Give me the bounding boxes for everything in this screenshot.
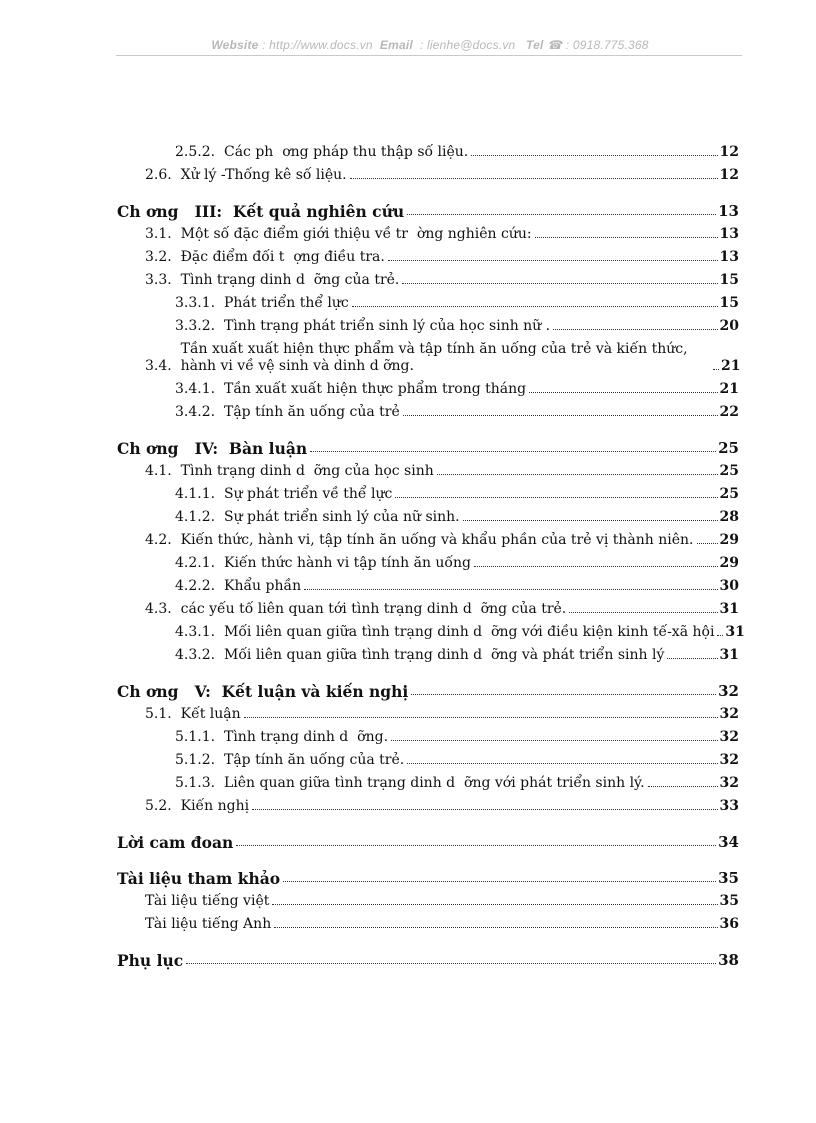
tel-value: : 0918.775.368 [565, 38, 649, 52]
toc-page-number: 21 [721, 358, 741, 374]
toc-leader-dots [252, 809, 717, 810]
toc-leader-dots [411, 694, 716, 695]
toc-leader-dots [236, 845, 716, 846]
toc-leader-dots [402, 283, 717, 284]
toc-entry[interactable] [117, 457, 739, 480]
toc-entry[interactable] [117, 335, 739, 375]
toc-leader-dots [388, 260, 718, 261]
toc-entry-number: 4.3. [145, 601, 181, 617]
toc-page-number: 31 [719, 647, 739, 663]
toc-entry-number: 3.1. [145, 226, 181, 242]
toc-entry[interactable] [117, 572, 739, 595]
toc-entry-title: Bàn luận [228, 439, 308, 458]
toc-leader-dots [474, 566, 718, 567]
toc-entry[interactable] [117, 503, 739, 526]
toc-page-number: 32 [719, 706, 739, 722]
toc-entry-number: 3.3. [145, 272, 181, 288]
toc-entry-number: 4.3.2. [175, 647, 224, 663]
toc-entry-title: các yếu tố liên quan tới tình trạng dinh d ỡng của trẻ. [180, 601, 567, 617]
toc-page-number: 25 [719, 463, 739, 479]
toc-chapter-entry[interactable] [117, 433, 739, 457]
toc-page-number: 31 [725, 624, 745, 640]
toc-page-number: 15 [719, 272, 739, 288]
toc-entry[interactable] [117, 220, 739, 243]
email-value[interactable]: : lienhe@docs.vn [419, 38, 516, 52]
toc-page-number: 38 [718, 951, 739, 969]
toc-page-number: 30 [719, 578, 739, 594]
toc-leader-dots [391, 740, 717, 741]
toc-entry-number: 4.2.2. [175, 578, 224, 594]
toc-entry[interactable] [117, 138, 739, 161]
toc-entry[interactable] [117, 700, 739, 723]
toc-leader-dots [274, 927, 717, 928]
toc-leader-dots [697, 543, 718, 544]
toc-page-number: 15 [719, 295, 739, 311]
toc-entry[interactable] [117, 161, 739, 184]
toc-entry[interactable] [117, 746, 739, 769]
toc-leader-dots [667, 658, 717, 659]
toc-entry-title: Lời cam đoan [117, 833, 234, 852]
toc-entry-title: Tập tính ăn uống của trẻ [223, 404, 400, 420]
toc-entry-title: Khẩu phần [223, 578, 302, 594]
toc-entry-title: Kết quả nghiên cứu [232, 202, 405, 221]
toc-leader-dots [407, 214, 716, 215]
toc-leader-dots [352, 306, 718, 307]
toc-chapter-entry[interactable] [117, 196, 739, 220]
phone-icon: ☎ [547, 38, 563, 52]
toc-entry-title: Mối liên quan giữa tình trạng dinh d ỡng với điều kiện kinh tế-xã hội [223, 624, 715, 640]
page-header [118, 38, 742, 52]
toc-entry[interactable] [117, 723, 739, 746]
toc-entry-number: 4.1. [145, 463, 181, 479]
toc-leader-dots [304, 589, 717, 590]
table-of-contents [117, 138, 745, 970]
toc-leader-dots [283, 881, 716, 882]
toc-leader-dots [310, 451, 716, 452]
toc-page-number: 35 [718, 869, 739, 887]
toc-entry[interactable] [117, 792, 739, 815]
toc-page-number: 32 [719, 752, 739, 768]
toc-entry-number: Ch ơng III: [117, 202, 233, 221]
toc-leader-dots [437, 474, 718, 475]
toc-page-number: 22 [719, 404, 739, 420]
toc-entry-title: Sự phát triển về thể lực [223, 486, 393, 502]
toc-entry[interactable] [117, 480, 739, 503]
toc-entry-title: Kết luận [180, 706, 241, 722]
toc-entry-title: Sự phát triển sinh lý của nữ sinh. [223, 509, 460, 525]
toc-leader-dots [717, 635, 723, 636]
toc-page-number: 32 [719, 729, 739, 745]
toc-page-number: 25 [718, 439, 739, 457]
toc-entry-title: Các ph ơng pháp thu thập số liệu. [223, 144, 469, 160]
toc-leader-dots [186, 963, 716, 964]
toc-page-number: 35 [719, 893, 739, 909]
toc-entry-title: Tần xuất xuất hiện thực phẩm trong tháng [223, 381, 527, 397]
toc-entry-number: 2.6. [145, 167, 181, 183]
toc-entry-title: Tài liệu tiếng Anh [145, 916, 272, 932]
toc-entry[interactable] [117, 526, 739, 549]
toc-entry-title: Tình trạng dinh d ỡng của học sinh [180, 463, 434, 479]
website-value[interactable]: : http://www.docs.vn [262, 38, 373, 52]
toc-entry-number: Ch ơng IV: [117, 439, 229, 458]
toc-entry-number: 4.1.2. [175, 509, 224, 525]
toc-entry[interactable] [117, 910, 739, 933]
toc-page-number: 12 [719, 167, 739, 183]
toc-entry-title: Tần xuất xuất hiện thực phẩm và tập tính ăn uống của trẻ và kiến thức, hành vi về vệ sinh và dinh d ỡng. [180, 341, 688, 374]
toc-leader-dots [407, 763, 717, 764]
toc-entry[interactable] [117, 595, 739, 618]
toc-page-number: 33 [719, 798, 739, 814]
toc-leader-dots [244, 717, 718, 718]
toc-entry-number: 3.3.2. [175, 318, 224, 334]
toc-entry-title: Kết luận và kiến nghị [221, 682, 409, 701]
toc-page-number: 25 [719, 486, 739, 502]
toc-leader-dots [395, 497, 717, 498]
toc-entry[interactable] [117, 375, 739, 398]
toc-entry-title: Kiến thức, hành vi, tập tính ăn uống và khẩu phần của trẻ vị thành niên. [180, 532, 694, 548]
toc-page-number: 13 [719, 226, 739, 242]
toc-entry[interactable] [117, 266, 739, 289]
toc-page-number: 34 [718, 833, 739, 851]
toc-entry-number: 3.3.1. [175, 295, 224, 311]
toc-entry-number: 5.1.3. [175, 775, 224, 791]
toc-entry-title: Phụ lục [117, 951, 184, 970]
toc-entry[interactable] [117, 312, 739, 335]
toc-entry[interactable] [117, 769, 739, 792]
toc-leader-dots [535, 237, 718, 238]
toc-entry-number: 2.5.2. [175, 144, 224, 160]
toc-entry[interactable] [117, 887, 739, 910]
toc-entry-title: Mối liên quan giữa tình trạng dinh d ỡng và phát triển sinh lý [223, 647, 665, 663]
toc-chapter-entry[interactable] [117, 945, 739, 969]
toc-page-number: 20 [719, 318, 739, 334]
toc-entry-number: 5.1.2. [175, 752, 224, 768]
toc-entry-number: Ch ơng V: [117, 682, 222, 701]
toc-chapter-entry[interactable] [117, 863, 739, 887]
toc-entry-number: 3.2. [145, 249, 181, 265]
toc-entry-title: Tài liệu tiếng việt [145, 893, 270, 909]
toc-entry-title: Tập tính ăn uống của trẻ. [223, 752, 405, 768]
toc-leader-dots [569, 612, 717, 613]
toc-entry[interactable] [117, 398, 739, 421]
toc-page-number: 21 [719, 381, 739, 397]
toc-leader-dots [713, 369, 719, 370]
toc-chapter-entry[interactable] [117, 827, 739, 851]
toc-page-number: 28 [719, 509, 739, 525]
toc-page-number: 12 [719, 144, 739, 160]
toc-entry-title: Tình trạng dinh d ỡng của trẻ. [180, 272, 400, 288]
toc-entry-number: 4.3.1. [175, 624, 224, 640]
toc-entry-title: Tình trạng dinh d ỡng. [223, 729, 389, 745]
toc-leader-dots [648, 786, 718, 787]
toc-entry-number: 4.1.1. [175, 486, 224, 502]
toc-page-number: 32 [718, 682, 739, 700]
toc-leader-dots [553, 329, 717, 330]
toc-entry-number: 5.2. [145, 798, 181, 814]
toc-entry[interactable] [117, 549, 739, 572]
toc-entry-title: Kiến thức hành vi tập tính ăn uống [223, 555, 471, 571]
toc-entry[interactable] [117, 243, 739, 266]
toc-entry[interactable] [117, 641, 739, 664]
toc-entry-number: 3.4.1. [175, 381, 224, 397]
toc-entry-number: 4.2. [145, 532, 181, 548]
toc-page-number: 31 [719, 601, 739, 617]
toc-entry-number: 5.1.1. [175, 729, 224, 745]
toc-leader-dots [463, 520, 718, 521]
toc-leader-dots [529, 392, 717, 393]
website-label: Website [211, 38, 259, 52]
toc-entry-title: Tình trạng phát triển sinh lý của học sinh nữ . [223, 318, 551, 334]
toc-page-number: 13 [718, 202, 739, 220]
toc-entry-title: Kiến nghị [180, 798, 250, 814]
toc-entry-number: 3.4. [145, 358, 181, 374]
toc-entry-title: Đặc điểm đối t ợng điều tra. [180, 249, 385, 265]
toc-entry-title: Liên quan giữa tình trạng dinh d ỡng với phát triển sinh lý. [223, 775, 645, 791]
toc-page-number: 29 [719, 532, 739, 548]
tel-label: Tel [526, 38, 544, 52]
toc-entry-title: Xử lý -Thống kê số liệu. [180, 167, 347, 183]
toc-page-number: 29 [719, 555, 739, 571]
toc-page-number: 32 [719, 775, 739, 791]
toc-leader-dots [471, 155, 717, 156]
header-divider [116, 55, 742, 56]
toc-page-number: 36 [719, 916, 739, 932]
toc-entry[interactable] [117, 618, 745, 641]
toc-entry-number: 4.2.1. [175, 555, 224, 571]
toc-leader-dots [272, 904, 717, 905]
toc-entry-title: Phát triển thể lực [223, 295, 349, 311]
email-label: Email [379, 38, 413, 52]
toc-entry[interactable] [117, 289, 739, 312]
toc-page-number: 13 [719, 249, 739, 265]
toc-entry-number: 3.4.2. [175, 404, 224, 420]
toc-chapter-entry[interactable] [117, 676, 739, 700]
toc-entry-number: 5.1. [145, 706, 181, 722]
toc-entry-title: Một số đặc điểm giới thiệu về tr ờng nghiên cứu: [180, 226, 532, 242]
toc-entry-title: Tài liệu tham khảo [117, 869, 281, 888]
toc-leader-dots [403, 415, 718, 416]
toc-leader-dots [350, 178, 718, 179]
